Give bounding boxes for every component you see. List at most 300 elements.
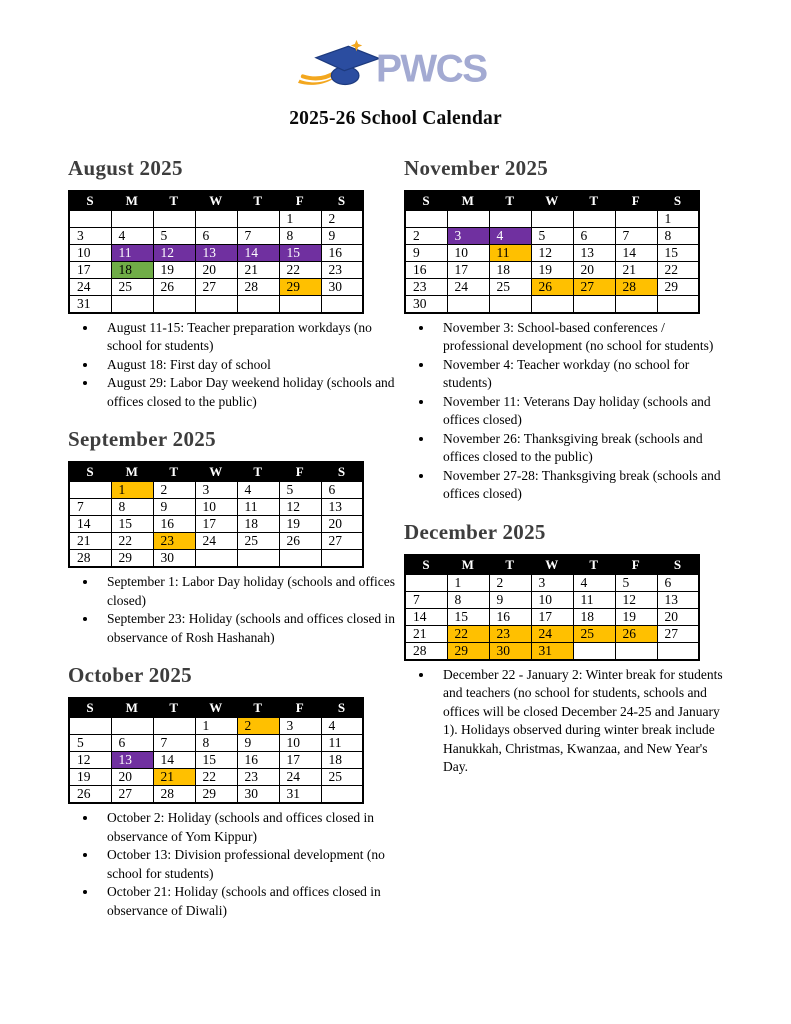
day-cell-empty	[405, 211, 447, 228]
day-cell-16: 16	[237, 752, 279, 769]
day-cell-21: 21	[153, 769, 195, 786]
day-cell-15: 15	[447, 608, 489, 625]
weekday-header-row	[69, 698, 363, 718]
weekday-header: F	[279, 698, 321, 718]
november-2025-calendar	[404, 190, 700, 314]
weekday-header: F	[615, 191, 657, 211]
weekday-header: T	[153, 191, 195, 211]
day-cell-11: 11	[237, 499, 279, 516]
day-cell-20: 20	[111, 769, 153, 786]
september-2025-calendar	[68, 461, 364, 568]
day-cell-19: 19	[615, 608, 657, 625]
week-row	[405, 591, 699, 608]
day-cell-13: 13	[195, 245, 237, 262]
month-title: September 2025	[68, 427, 216, 452]
day-cell-14: 14	[69, 516, 111, 533]
day-cell-9: 9	[153, 499, 195, 516]
calendar-note: • August 18: First day of school	[98, 356, 398, 374]
day-cell-27: 27	[573, 279, 615, 296]
day-cell-empty	[657, 642, 699, 660]
day-cell-10: 10	[69, 245, 111, 262]
weekday-header: M	[111, 698, 153, 718]
weekday-header: F	[279, 462, 321, 482]
day-cell-3: 3	[69, 228, 111, 245]
day-cell-empty	[153, 718, 195, 735]
day-cell-empty	[111, 211, 153, 228]
calendar-note: • December 22 - January 2: Winter break for students and teachers (no school for students, schools and offices will be closed December 24-25 and January 1). Holidays observed during winter break include Hanukkah, Christmas, Kwanzaa, and New Year's Day.	[434, 666, 734, 777]
pwcs-logo	[0, 36, 791, 99]
day-cell-15: 15	[195, 752, 237, 769]
day-cell-24: 24	[279, 769, 321, 786]
day-cell-19: 19	[279, 516, 321, 533]
day-cell-empty	[615, 211, 657, 228]
day-cell-empty	[111, 296, 153, 314]
weekday-header: M	[111, 462, 153, 482]
day-cell-23: 23	[321, 262, 363, 279]
day-cell-6: 6	[195, 228, 237, 245]
day-cell-empty	[405, 574, 447, 591]
weekday-header-row	[405, 555, 699, 575]
week-row	[69, 245, 363, 262]
day-cell-21: 21	[237, 262, 279, 279]
day-cell-empty	[321, 550, 363, 568]
day-cell-empty	[573, 642, 615, 660]
day-cell-1: 1	[111, 482, 153, 499]
day-cell-29: 29	[279, 279, 321, 296]
weekday-header: M	[447, 191, 489, 211]
calendar-note: • September 1: Labor Day holiday (schools and offices closed)	[98, 573, 398, 610]
day-cell-22: 22	[447, 625, 489, 642]
day-cell-4: 4	[489, 228, 531, 245]
week-row	[69, 752, 363, 769]
weekday-header: S	[321, 698, 363, 718]
weekday-header: S	[321, 191, 363, 211]
day-cell-12: 12	[531, 245, 573, 262]
page-header	[0, 0, 791, 130]
weekday-header: W	[195, 462, 237, 482]
weekday-header: W	[195, 698, 237, 718]
month-notes	[68, 319, 398, 411]
week-row	[69, 769, 363, 786]
weekday-header-row	[405, 191, 699, 211]
week-row	[69, 718, 363, 735]
day-cell-7: 7	[405, 591, 447, 608]
day-cell-18: 18	[237, 516, 279, 533]
month-title: August 2025	[68, 156, 183, 180]
day-cell-28: 28	[615, 279, 657, 296]
day-cell-30: 30	[237, 786, 279, 804]
day-cell-17: 17	[447, 262, 489, 279]
day-cell-8: 8	[447, 591, 489, 608]
weekday-header: S	[321, 462, 363, 482]
day-cell-empty	[153, 296, 195, 314]
day-cell-9: 9	[321, 228, 363, 245]
day-cell-7: 7	[69, 499, 111, 516]
weekday-header: S	[405, 555, 447, 575]
day-cell-15: 15	[657, 245, 699, 262]
left-column	[68, 156, 396, 936]
weekday-header: T	[153, 698, 195, 718]
month-december-2025	[404, 519, 723, 777]
day-cell-empty	[195, 296, 237, 314]
day-cell-20: 20	[321, 516, 363, 533]
day-cell-6: 6	[321, 482, 363, 499]
day-cell-22: 22	[657, 262, 699, 279]
day-cell-12: 12	[279, 499, 321, 516]
day-cell-10: 10	[531, 591, 573, 608]
day-cell-29: 29	[657, 279, 699, 296]
day-cell-empty	[69, 718, 111, 735]
week-row	[405, 608, 699, 625]
day-cell-30: 30	[489, 642, 531, 660]
day-cell-2: 2	[405, 228, 447, 245]
day-cell-5: 5	[279, 482, 321, 499]
day-cell-28: 28	[405, 642, 447, 660]
day-cell-24: 24	[531, 625, 573, 642]
day-cell-empty	[237, 296, 279, 314]
week-row	[69, 533, 363, 550]
day-cell-28: 28	[153, 786, 195, 804]
day-cell-23: 23	[489, 625, 531, 642]
week-row	[69, 279, 363, 296]
day-cell-31: 31	[69, 296, 111, 314]
day-cell-27: 27	[195, 279, 237, 296]
week-row	[69, 262, 363, 279]
day-cell-24: 24	[69, 279, 111, 296]
day-cell-21: 21	[615, 262, 657, 279]
month-title: December 2025	[404, 519, 546, 544]
day-cell-29: 29	[111, 550, 153, 568]
day-cell-20: 20	[573, 262, 615, 279]
month-title: October 2025	[68, 663, 192, 688]
calendar-columns	[68, 156, 791, 936]
day-cell-17: 17	[69, 262, 111, 279]
day-cell-15: 15	[111, 516, 153, 533]
week-row	[69, 211, 363, 228]
calendar-note: • November 4: Teacher workday (no school for students)	[434, 356, 734, 393]
day-cell-11: 11	[111, 245, 153, 262]
day-cell-9: 9	[405, 245, 447, 262]
day-cell-15: 15	[279, 245, 321, 262]
day-cell-empty	[153, 211, 195, 228]
day-cell-7: 7	[153, 735, 195, 752]
day-cell-2: 2	[237, 718, 279, 735]
day-cell-7: 7	[615, 228, 657, 245]
day-cell-26: 26	[531, 279, 573, 296]
day-cell-30: 30	[405, 296, 447, 314]
weekday-header-row	[69, 191, 363, 211]
month-notes	[404, 666, 734, 777]
day-cell-13: 13	[111, 752, 153, 769]
day-cell-22: 22	[279, 262, 321, 279]
day-cell-2: 2	[153, 482, 195, 499]
day-cell-10: 10	[195, 499, 237, 516]
day-cell-18: 18	[321, 752, 363, 769]
day-cell-empty	[531, 211, 573, 228]
day-cell-empty	[111, 718, 153, 735]
weekday-header: S	[657, 555, 699, 575]
weekday-header: F	[279, 191, 321, 211]
day-cell-16: 16	[489, 608, 531, 625]
weekday-header: T	[489, 555, 531, 575]
day-cell-empty	[279, 550, 321, 568]
month-title: November 2025	[404, 156, 549, 180]
week-row	[405, 228, 699, 245]
day-cell-5: 5	[615, 574, 657, 591]
mortarboard	[316, 46, 379, 70]
day-cell-23: 23	[405, 279, 447, 296]
page-title: 2025-26 School Calendar	[289, 108, 502, 129]
week-row	[405, 245, 699, 262]
day-cell-6: 6	[657, 574, 699, 591]
day-cell-25: 25	[489, 279, 531, 296]
week-row	[69, 786, 363, 804]
week-row	[69, 482, 363, 499]
calendar-note: • September 23: Holiday (schools and offices closed in observance of Rosh Hashanah)	[98, 610, 398, 647]
day-cell-26: 26	[69, 786, 111, 804]
calendar-note: • October 2: Holiday (schools and offices closed in observance of Yom Kippur)	[98, 809, 398, 846]
day-cell-3: 3	[531, 574, 573, 591]
day-cell-28: 28	[69, 550, 111, 568]
weekday-header-row	[69, 462, 363, 482]
weekday-header: F	[615, 555, 657, 575]
day-cell-12: 12	[615, 591, 657, 608]
week-row	[405, 211, 699, 228]
day-cell-empty	[573, 211, 615, 228]
day-cell-16: 16	[153, 516, 195, 533]
day-cell-5: 5	[531, 228, 573, 245]
day-cell-4: 4	[237, 482, 279, 499]
day-cell-26: 26	[153, 279, 195, 296]
day-cell-8: 8	[279, 228, 321, 245]
day-cell-24: 24	[447, 279, 489, 296]
day-cell-2: 2	[321, 211, 363, 228]
day-cell-1: 1	[279, 211, 321, 228]
day-cell-13: 13	[321, 499, 363, 516]
day-cell-31: 31	[279, 786, 321, 804]
day-cell-empty	[573, 296, 615, 314]
day-cell-4: 4	[111, 228, 153, 245]
weekday-header: S	[69, 462, 111, 482]
logo-wordmark: PWCS	[376, 47, 487, 91]
october-2025-calendar	[68, 697, 364, 804]
day-cell-3: 3	[195, 482, 237, 499]
day-cell-19: 19	[153, 262, 195, 279]
day-cell-6: 6	[573, 228, 615, 245]
august-2025-calendar	[68, 190, 364, 314]
day-cell-1: 1	[657, 211, 699, 228]
week-row	[69, 228, 363, 245]
day-cell-empty	[447, 296, 489, 314]
day-cell-22: 22	[111, 533, 153, 550]
week-row	[69, 550, 363, 568]
day-cell-20: 20	[657, 608, 699, 625]
day-cell-27: 27	[111, 786, 153, 804]
weekday-header: T	[237, 191, 279, 211]
day-cell-empty	[489, 211, 531, 228]
week-row	[69, 499, 363, 516]
day-cell-10: 10	[279, 735, 321, 752]
day-cell-12: 12	[153, 245, 195, 262]
week-row	[69, 516, 363, 533]
day-cell-31: 31	[531, 642, 573, 660]
calendar-note: • August 11-15: Teacher preparation workdays (no school for students)	[98, 319, 398, 356]
day-cell-16: 16	[321, 245, 363, 262]
day-cell-2: 2	[489, 574, 531, 591]
month-august-2025	[68, 156, 395, 411]
month-november-2025	[404, 156, 721, 504]
day-cell-30: 30	[153, 550, 195, 568]
day-cell-7: 7	[237, 228, 279, 245]
day-cell-empty	[321, 296, 363, 314]
month-notes	[404, 319, 734, 504]
day-cell-8: 8	[111, 499, 153, 516]
december-2025-calendar	[404, 554, 700, 661]
day-cell-26: 26	[615, 625, 657, 642]
day-cell-20: 20	[195, 262, 237, 279]
tassel-swoosh-stroke	[303, 72, 336, 78]
day-cell-13: 13	[657, 591, 699, 608]
day-cell-empty	[321, 786, 363, 804]
calendar-note: • November 11: Veterans Day holiday (schools and offices closed)	[434, 393, 734, 430]
day-cell-empty	[489, 296, 531, 314]
day-cell-12: 12	[69, 752, 111, 769]
weekday-header: S	[69, 698, 111, 718]
day-cell-17: 17	[531, 608, 573, 625]
weekday-header: W	[531, 555, 573, 575]
day-cell-empty	[69, 211, 111, 228]
week-row	[405, 625, 699, 642]
weekday-header: T	[489, 191, 531, 211]
graduation-cap-icon	[298, 36, 493, 94]
day-cell-1: 1	[195, 718, 237, 735]
weekday-header: M	[447, 555, 489, 575]
weekday-header: S	[405, 191, 447, 211]
calendar-note: • October 13: Division professional development (no school for students)	[98, 846, 398, 883]
weekday-header: S	[69, 191, 111, 211]
day-cell-25: 25	[111, 279, 153, 296]
day-cell-25: 25	[237, 533, 279, 550]
day-cell-empty	[657, 296, 699, 314]
day-cell-23: 23	[153, 533, 195, 550]
day-cell-29: 29	[195, 786, 237, 804]
day-cell-3: 3	[279, 718, 321, 735]
day-cell-18: 18	[573, 608, 615, 625]
day-cell-14: 14	[615, 245, 657, 262]
day-cell-empty	[447, 211, 489, 228]
day-cell-16: 16	[405, 262, 447, 279]
day-cell-empty	[615, 642, 657, 660]
week-row	[405, 296, 699, 314]
weekday-header: M	[111, 191, 153, 211]
day-cell-17: 17	[279, 752, 321, 769]
weekday-header: T	[573, 555, 615, 575]
day-cell-13: 13	[573, 245, 615, 262]
week-row	[405, 262, 699, 279]
day-cell-empty	[531, 296, 573, 314]
day-cell-23: 23	[237, 769, 279, 786]
day-cell-5: 5	[69, 735, 111, 752]
day-cell-27: 27	[657, 625, 699, 642]
day-cell-14: 14	[405, 608, 447, 625]
day-cell-empty	[615, 296, 657, 314]
day-cell-3: 3	[447, 228, 489, 245]
day-cell-8: 8	[657, 228, 699, 245]
day-cell-9: 9	[237, 735, 279, 752]
day-cell-empty	[237, 550, 279, 568]
weekday-header: T	[153, 462, 195, 482]
day-cell-10: 10	[447, 245, 489, 262]
day-cell-11: 11	[489, 245, 531, 262]
weekday-header: T	[237, 698, 279, 718]
day-cell-19: 19	[531, 262, 573, 279]
month-october-2025	[68, 663, 385, 920]
day-cell-18: 18	[111, 262, 153, 279]
day-cell-empty	[69, 482, 111, 499]
week-row	[405, 574, 699, 591]
day-cell-26: 26	[279, 533, 321, 550]
day-cell-28: 28	[237, 279, 279, 296]
day-cell-11: 11	[573, 591, 615, 608]
week-row	[69, 296, 363, 314]
calendar-note: • November 26: Thanksgiving break (schools and offices closed to the public)	[434, 430, 734, 467]
day-cell-29: 29	[447, 642, 489, 660]
weekday-header: W	[195, 191, 237, 211]
weekday-header: W	[531, 191, 573, 211]
week-row	[405, 279, 699, 296]
day-cell-14: 14	[237, 245, 279, 262]
week-row	[405, 642, 699, 660]
calendar-note: • August 29: Labor Day weekend holiday (schools and offices closed to the public)	[98, 374, 398, 411]
right-column	[404, 156, 723, 936]
day-cell-5: 5	[153, 228, 195, 245]
day-cell-30: 30	[321, 279, 363, 296]
day-cell-9: 9	[489, 591, 531, 608]
day-cell-4: 4	[573, 574, 615, 591]
day-cell-empty	[195, 550, 237, 568]
day-cell-24: 24	[195, 533, 237, 550]
week-row	[69, 735, 363, 752]
weekday-header: T	[237, 462, 279, 482]
day-cell-6: 6	[111, 735, 153, 752]
day-cell-14: 14	[153, 752, 195, 769]
day-cell-18: 18	[489, 262, 531, 279]
day-cell-empty	[237, 211, 279, 228]
day-cell-25: 25	[321, 769, 363, 786]
day-cell-27: 27	[321, 533, 363, 550]
calendar-note: • November 3: School-based conferences / professional development (no school for students)	[434, 319, 734, 356]
day-cell-1: 1	[447, 574, 489, 591]
day-cell-8: 8	[195, 735, 237, 752]
day-cell-11: 11	[321, 735, 363, 752]
day-cell-21: 21	[69, 533, 111, 550]
day-cell-4: 4	[321, 718, 363, 735]
day-cell-empty	[195, 211, 237, 228]
day-cell-25: 25	[573, 625, 615, 642]
day-cell-empty	[279, 296, 321, 314]
weekday-header: S	[657, 191, 699, 211]
calendar-note: • October 21: Holiday (schools and offices closed in observance of Diwali)	[98, 883, 398, 920]
day-cell-22: 22	[195, 769, 237, 786]
month-notes	[68, 573, 398, 647]
month-notes	[68, 809, 398, 920]
calendar-note: • November 27-28: Thanksgiving break (schools and offices closed)	[434, 467, 734, 504]
day-cell-19: 19	[69, 769, 111, 786]
month-september-2025	[68, 427, 396, 647]
day-cell-21: 21	[405, 625, 447, 642]
weekday-header: T	[573, 191, 615, 211]
day-cell-17: 17	[195, 516, 237, 533]
